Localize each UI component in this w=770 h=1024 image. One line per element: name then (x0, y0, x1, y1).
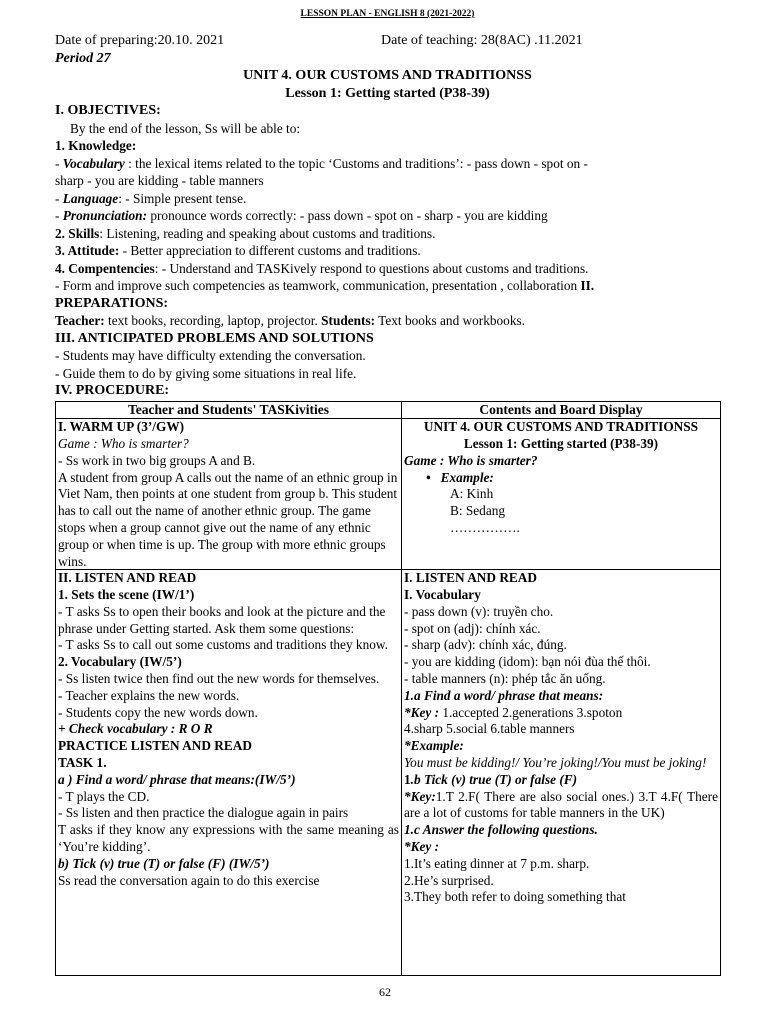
col-header-activities: Teacher and Students' TASKivities (56, 401, 402, 419)
warmup-line-1: - Ss work in two big groups A and B. (58, 452, 256, 468)
board-unit-title: UNIT 4. OUR CUSTOMS AND TRADITIONSS (423, 419, 699, 435)
board-listen-title: I. LISTEN AND READ (404, 570, 538, 586)
procedure-heading: IV. PROCEDURE: (55, 383, 170, 398)
form-text: - Form and improve such competencies as teamwork, communication, presentation , collaboration (55, 278, 581, 293)
board-example-a: A: Kinh (450, 486, 494, 502)
table-row (56, 419, 721, 570)
key-text: 1.accepted 2.generations 3.spoton (439, 704, 623, 720)
task-a-line-1: - T plays the CD. (58, 788, 150, 804)
document-page (55, 8, 720, 976)
board-lesson-title: Lesson 1: Getting started (P38-39) (463, 436, 659, 452)
board-task-a-key-2: 4.sharp 5.social 6.table manners (404, 721, 575, 737)
page-number: 62 (379, 985, 391, 999)
skills-text: : Listening, reading and speaking about customs and traditions. (99, 225, 436, 241)
dates-row (55, 32, 720, 50)
pronunciation-text: pronounce words correctly: - pass down - spot on - sharp - you are kidding (147, 208, 548, 223)
vocabulary-line-2: sharp - you are kidding - table manners (55, 173, 264, 188)
task-b-number: 1 (404, 771, 411, 787)
preparations-heading: PREPARATIONS: (55, 295, 169, 311)
form-line (55, 277, 720, 295)
attitude-label: 3. Attitude: (55, 243, 120, 258)
vocabulary-text: : the lexical items related to the topic ‘Customs and traditions’: - pass down - spot on - (124, 155, 588, 171)
board-game: Game : Who is smarter? (404, 452, 538, 468)
table-row (56, 570, 721, 976)
warmup-contents-cell (402, 419, 721, 570)
students-text: Text books and workbooks. (375, 313, 525, 328)
pronunciation-label: Pronunciation: (62, 208, 148, 223)
objectives-heading: I. OBJECTIVES: (55, 103, 161, 118)
language-text: : - Simple present tense. (118, 190, 247, 206)
board-example-label: *Example: (404, 738, 464, 754)
teacher-text: text books, recording, laptop, projector. (104, 313, 322, 328)
board-vocab-3: - sharp (adv): chính xác, đúng. (404, 637, 567, 653)
listen-title: II. LISTEN AND READ (58, 570, 197, 586)
board-task-c-1: 1.It’s eating dinner at 7 p.m. sharp. (404, 855, 590, 871)
attitude-text: - Better appreciation to different customs and traditions. (119, 243, 421, 258)
vocabulary-step-line-1: - Ss listen twice then find out the new words for themselves. (58, 671, 380, 687)
preparations-line (55, 312, 720, 330)
problems-line-2: - Guide them to do by giving some situations in real life. (55, 365, 357, 381)
board-task-a-title: 1.a Find a word/ phrase that means: (404, 687, 604, 703)
board-example-dots: ……………. (450, 520, 520, 536)
date-teaching: Date of teaching: 28(8AC) .11.2021 (381, 33, 583, 48)
task-a-line-2: - Ss listen and then practice the dialogue again in pairs (58, 805, 349, 821)
attitude-line (55, 242, 720, 260)
board-task-a-key (404, 705, 718, 722)
skills-line (55, 225, 720, 243)
board-example-b: B: Sedang (450, 503, 506, 519)
warmup-game: Game : Who is smarter? (58, 436, 189, 452)
board-example: • Example: (404, 470, 718, 487)
board-vocab-5: - table manners (n): phép tắc ăn uống. (404, 671, 606, 687)
board-task-c-title: 1.c Answer the following questions. (404, 822, 598, 838)
period: Period 27 (55, 51, 111, 66)
check-vocabulary: + Check vocabulary : R O R (58, 721, 213, 737)
b-key-label: *Key: (404, 788, 436, 804)
listen-contents-cell (402, 570, 721, 976)
board-vocab-2: - spot on (adj): chính xác. (404, 620, 541, 636)
procedure-table (55, 401, 721, 977)
problems-heading: III. ANTICIPATED PROBLEMS AND SOLUTIONS (55, 330, 374, 346)
problems-line-1: - Students may have difficulty extending the conversation. (55, 348, 366, 363)
pronunciation-line: - Pronunciation: pronounce words correctly: - pass down - spot on - sharp - you are kidding (55, 208, 548, 223)
competencies-line (55, 260, 720, 278)
table-header-row (56, 401, 721, 419)
vocabulary-step-title: 2. Vocabulary (IW/5’) (58, 654, 182, 670)
b-key-text: 1.T 2.F( There are also social ones.) 3.T 4.F( There are a lot of customs for table manners in the UK) (404, 788, 718, 821)
unit-title: UNIT 4. OUR CUSTOMS AND TRADITIONSS (243, 68, 532, 83)
warmup-activities-cell (56, 419, 402, 570)
task-a-title: a ) Find a word/ phrase that means:(IW/5’) (58, 771, 296, 787)
practice-title: PRACTICE LISTEN AND READ (58, 738, 252, 754)
form-tail: II. (580, 278, 595, 293)
board-task-c-3: 3.They both refer to doing something that (404, 889, 626, 905)
objectives-intro: By the end of the lesson, Ss will be able to: (70, 120, 301, 136)
knowledge-heading: 1. Knowledge: (55, 138, 137, 153)
board-vocab-4: - you are kidding (idom): bạn nói đùa thế thôi. (404, 654, 651, 670)
task-a-line-3: T asks if they know any expressions with the same meaning as ‘You’re kidding’. (58, 822, 399, 855)
board-task-b-key (404, 789, 718, 823)
students-label: Students: (321, 313, 376, 328)
vocabulary-step-line-2: - Teacher explains the new words. (58, 687, 240, 703)
listen-activities-cell (56, 570, 402, 976)
competencies-label: 4. Compentencies (55, 260, 155, 276)
board-vocab-1: - pass down (v): truyền cho. (404, 603, 554, 619)
page-header: LESSON PLAN - ENGLISH 8 (2021-2022) (300, 9, 475, 19)
date-preparing: Date of preparing:20.10. 2021 (55, 33, 225, 48)
board-task-c-2: 2.He’s surprised. (404, 872, 494, 888)
set-scene-line-1: - T asks Ss to open their books and look at the picture and the phrase under Getting started. Ask them some questions: (58, 603, 386, 636)
warmup-line-2: A student from group A calls out the name of an ethnic group in Viet Nam, then points at one student from group b. This student has to call out the name of another ethnic group. The game stops when a group cannot give out the name of any ethnic group or when time is up. The group with more ethnic groups wins. (58, 469, 398, 569)
vocabulary-step-line-3: - Students copy the new words down. (58, 704, 258, 720)
task-title: TASK 1. (58, 755, 107, 771)
lesson-title: Lesson 1: Getting started (P38-39) (285, 85, 490, 101)
teacher-label: Teacher: (55, 313, 105, 328)
board-example-text: You must be kidding!/ You’re joking!/You must be joking! (404, 755, 707, 771)
board-vocab-title: I. Vocabulary (404, 587, 481, 603)
key-label: *Key : (404, 704, 440, 720)
competencies-text: : - Understand and TASKively respond to questions about customs and traditions. (154, 260, 589, 276)
task-b-line-1: Ss read the conversation again to do this exercise (58, 872, 320, 888)
skills-label: 2. Skills (55, 225, 100, 241)
vocabulary-label: Vocabulary (62, 155, 125, 171)
vocabulary-line: - Vocabulary : the lexical items related to the topic ‘Customs and traditions’: - pass down - spot on - (55, 155, 588, 171)
set-scene-line-2: - T asks Ss to call out some customs and traditions they know. (58, 637, 388, 653)
col-header-contents: Contents and Board Display (402, 401, 721, 419)
board-task-c-key: *Key : (404, 839, 440, 855)
set-scene-title: 1. Sets the scene (IW/1’) (58, 587, 195, 603)
warmup-title: I. WARM UP (3’/GW) (58, 419, 185, 435)
board-task-b-title (404, 772, 718, 789)
language-line: - Language: - Simple present tense. (55, 190, 247, 206)
language-label: Language (62, 190, 119, 206)
task-b-text: .b Tick (v) true (T) or false (F) (410, 771, 578, 787)
task-b-title: b) Tick (v) true (T) or false (F) (IW/5’) (58, 855, 270, 871)
